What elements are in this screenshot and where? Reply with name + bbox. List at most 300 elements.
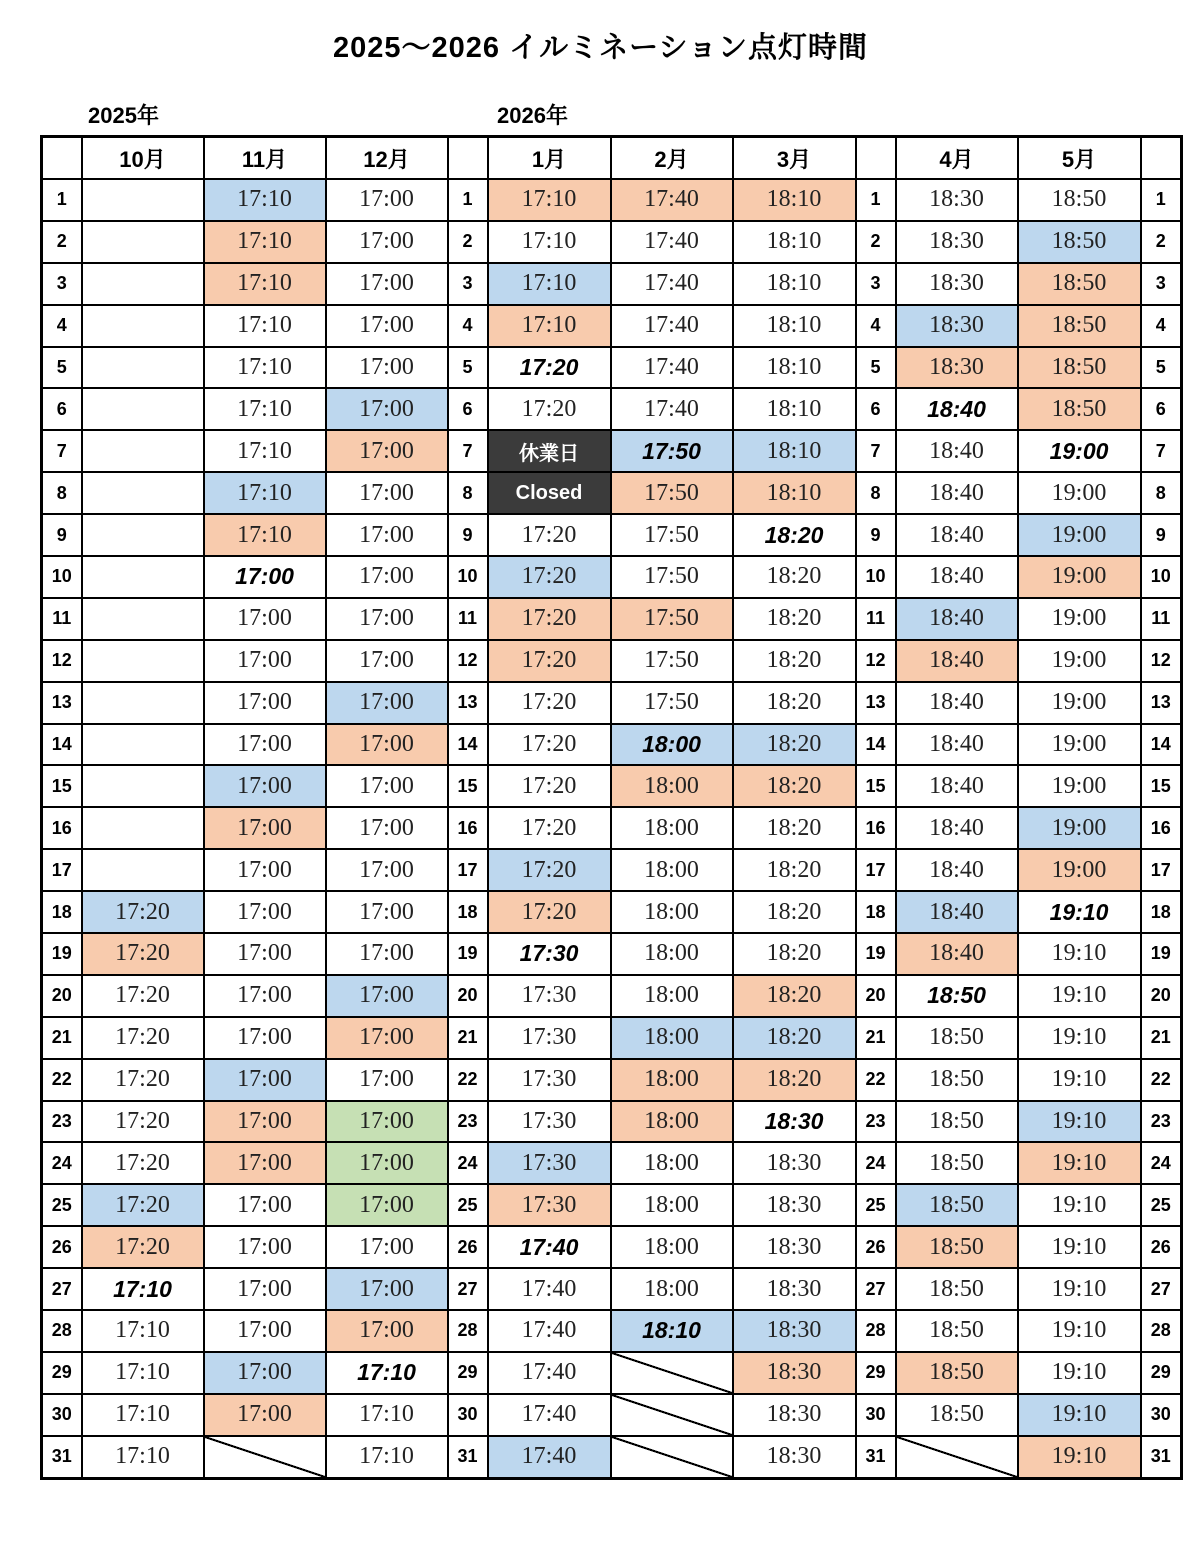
table-row [42, 849, 1182, 891]
day-number-cell: 4 [448, 305, 488, 347]
day-number-cell: 10 [448, 556, 488, 598]
time-cell: 17:20 [488, 640, 611, 682]
time-cell: 18:30 [733, 1310, 856, 1352]
time-cell: 19:00 [1018, 598, 1141, 640]
time-cell [82, 430, 204, 472]
day-number-cell: 28 [1141, 1310, 1182, 1352]
time-cell: 17:00 [204, 891, 326, 933]
no-day-cell [611, 1436, 733, 1478]
day-number-cell: 14 [856, 724, 896, 766]
day-number-cell: 12 [448, 640, 488, 682]
page-title: 2025〜2026 イルミネーション点灯時間 [333, 32, 868, 64]
time-cell: 18:50 [896, 1310, 1018, 1352]
time-cell: 18:20 [733, 891, 856, 933]
time-cell: 18:50 [896, 1142, 1018, 1184]
time-cell: 18:40 [896, 388, 1018, 430]
day-number-cell: 26 [856, 1226, 896, 1268]
time-cell: 18:30 [896, 263, 1018, 305]
time-cell: 17:00 [326, 1017, 448, 1059]
time-cell: 17:20 [488, 891, 611, 933]
day-number-cell: 2 [42, 221, 82, 263]
time-cell: 18:00 [611, 891, 733, 933]
month-header: 11月 [204, 137, 326, 180]
table-row [42, 556, 1182, 598]
time-cell [82, 514, 204, 556]
day-number-cell: 11 [856, 598, 896, 640]
day-number-cell: 27 [1141, 1268, 1182, 1310]
time-cell: 17:00 [326, 1101, 448, 1143]
time-cell: 18:50 [896, 1184, 1018, 1226]
time-cell: 19:10 [1018, 1310, 1141, 1352]
time-cell: 18:10 [733, 179, 856, 221]
day-number-cell: 13 [1141, 682, 1182, 724]
schedule-body [42, 179, 1182, 1478]
time-cell: 17:00 [204, 933, 326, 975]
time-cell: 18:00 [611, 849, 733, 891]
time-cell: 17:40 [488, 1268, 611, 1310]
time-cell: 17:20 [488, 765, 611, 807]
time-cell: 17:30 [488, 1184, 611, 1226]
table-row [42, 347, 1182, 389]
time-cell: 18:20 [733, 724, 856, 766]
table-row [42, 430, 1182, 472]
time-cell: 18:10 [611, 1310, 733, 1352]
time-cell: 18:40 [896, 430, 1018, 472]
time-cell: 18:10 [733, 347, 856, 389]
time-cell: 17:10 [204, 514, 326, 556]
day-number-cell: 29 [1141, 1352, 1182, 1394]
time-cell: 17:10 [82, 1352, 204, 1394]
time-cell [82, 765, 204, 807]
time-cell: 18:30 [733, 1394, 856, 1436]
day-number-cell: 19 [42, 933, 82, 975]
time-cell: 17:00 [326, 347, 448, 389]
time-cell: 18:40 [896, 556, 1018, 598]
time-cell: 17:00 [326, 472, 448, 514]
time-cell: 18:40 [896, 849, 1018, 891]
day-number-cell: 31 [42, 1436, 82, 1478]
time-cell: 18:20 [733, 1017, 856, 1059]
day-number-cell: 20 [448, 975, 488, 1017]
time-cell: 17:40 [488, 1436, 611, 1478]
time-cell: 19:10 [1018, 891, 1141, 933]
day-number-cell: 24 [1141, 1142, 1182, 1184]
time-cell: 17:10 [488, 263, 611, 305]
illumination-schedule-table [40, 135, 1183, 1480]
time-cell: 19:00 [1018, 556, 1141, 598]
time-cell: 18:30 [733, 1184, 856, 1226]
time-cell: 19:00 [1018, 430, 1141, 472]
day-number-cell: 31 [856, 1436, 896, 1478]
time-cell: 19:00 [1018, 640, 1141, 682]
day-number-cell: 27 [448, 1268, 488, 1310]
day-number-cell: 9 [856, 514, 896, 556]
time-cell [82, 179, 204, 221]
time-cell [82, 388, 204, 430]
time-cell: 17:00 [204, 556, 326, 598]
time-cell: 17:00 [204, 975, 326, 1017]
time-cell: 18:30 [896, 347, 1018, 389]
time-cell: 17:50 [611, 682, 733, 724]
time-cell: 19:00 [1018, 849, 1141, 891]
time-cell: 18:50 [896, 1394, 1018, 1436]
time-cell: 18:50 [1018, 221, 1141, 263]
time-cell: 17:40 [488, 1352, 611, 1394]
time-cell: 18:10 [733, 388, 856, 430]
time-cell: 18:40 [896, 807, 1018, 849]
time-cell: 19:10 [1018, 1142, 1141, 1184]
time-cell: 18:50 [1018, 263, 1141, 305]
time-cell: 19:10 [1018, 1226, 1141, 1268]
time-cell: 17:00 [326, 724, 448, 766]
time-cell: 18:50 [896, 1101, 1018, 1143]
time-cell: 18:00 [611, 1017, 733, 1059]
time-cell: 17:00 [326, 221, 448, 263]
day-number-cell: 10 [856, 556, 896, 598]
time-cell: 18:50 [896, 1268, 1018, 1310]
time-cell: 17:10 [488, 305, 611, 347]
day-number-cell: 13 [42, 682, 82, 724]
time-cell: 17:20 [488, 807, 611, 849]
day-number-cell: 30 [448, 1394, 488, 1436]
time-cell: 17:10 [204, 221, 326, 263]
no-day-cell [204, 1436, 326, 1478]
time-cell: 17:00 [204, 1394, 326, 1436]
time-cell [82, 807, 204, 849]
day-number-cell: 20 [1141, 975, 1182, 1017]
time-cell: 17:20 [82, 1101, 204, 1143]
day-number-cell: 14 [448, 724, 488, 766]
time-cell: 17:00 [204, 1101, 326, 1143]
time-cell: 18:50 [896, 975, 1018, 1017]
time-cell: 18:40 [896, 514, 1018, 556]
time-cell: 17:00 [326, 556, 448, 598]
time-cell: 17:30 [488, 1101, 611, 1143]
table-row [42, 1226, 1182, 1268]
time-cell: 17:00 [326, 514, 448, 556]
time-cell: 17:00 [204, 682, 326, 724]
time-cell: 18:50 [896, 1352, 1018, 1394]
day-number-cell: 7 [42, 430, 82, 472]
no-day-cell [611, 1394, 733, 1436]
day-number-cell: 30 [856, 1394, 896, 1436]
time-cell: 17:00 [204, 640, 326, 682]
month-header: 2月 [611, 137, 733, 180]
day-number-cell: 6 [1141, 388, 1182, 430]
time-cell: 17:40 [488, 1394, 611, 1436]
header-row [42, 137, 1182, 180]
day-number-cell: 8 [448, 472, 488, 514]
day-column-header [856, 137, 896, 180]
time-cell: 18:00 [611, 1101, 733, 1143]
day-number-cell: 23 [856, 1101, 896, 1143]
day-number-cell: 25 [448, 1184, 488, 1226]
day-number-cell: 5 [42, 347, 82, 389]
day-number-cell: 17 [42, 849, 82, 891]
table-row [42, 724, 1182, 766]
time-cell: 17:10 [82, 1310, 204, 1352]
time-cell: 17:20 [488, 388, 611, 430]
time-cell: 18:20 [733, 1059, 856, 1101]
time-cell: 17:00 [204, 598, 326, 640]
time-cell: 17:30 [488, 933, 611, 975]
year-label-2026: 2026年 [497, 103, 568, 128]
day-number-cell: 29 [448, 1352, 488, 1394]
time-cell: 17:10 [204, 472, 326, 514]
time-cell: 17:20 [82, 1142, 204, 1184]
day-number-cell: 6 [448, 388, 488, 430]
time-cell: 17:00 [326, 1142, 448, 1184]
table-row [42, 598, 1182, 640]
time-cell: 17:20 [82, 933, 204, 975]
day-number-cell: 14 [1141, 724, 1182, 766]
day-number-cell: 23 [1141, 1101, 1182, 1143]
time-cell: 17:50 [611, 472, 733, 514]
day-number-cell: 27 [42, 1268, 82, 1310]
day-number-cell: 4 [856, 305, 896, 347]
month-header: 3月 [733, 137, 856, 180]
table-row [42, 1268, 1182, 1310]
table-row [42, 305, 1182, 347]
no-day-cell [896, 1436, 1018, 1478]
time-cell: 17:40 [611, 347, 733, 389]
time-cell: 19:00 [1018, 472, 1141, 514]
time-cell: 18:10 [733, 305, 856, 347]
month-header: 10月 [82, 137, 204, 180]
day-number-cell: 5 [448, 347, 488, 389]
time-cell: 17:00 [204, 1352, 326, 1394]
day-number-cell: 6 [856, 388, 896, 430]
time-cell: 17:00 [204, 765, 326, 807]
time-cell: 17:30 [488, 1142, 611, 1184]
time-cell [82, 221, 204, 263]
time-cell: 19:10 [1018, 1394, 1141, 1436]
month-header: 4月 [896, 137, 1018, 180]
time-cell: 17:20 [488, 347, 611, 389]
time-cell: 17:40 [611, 179, 733, 221]
table-row [42, 1436, 1182, 1478]
day-number-cell: 22 [1141, 1059, 1182, 1101]
day-number-cell: 29 [42, 1352, 82, 1394]
time-cell: 17:00 [326, 933, 448, 975]
time-cell: 19:10 [1018, 1436, 1141, 1478]
time-cell: 18:50 [1018, 347, 1141, 389]
time-cell: 18:00 [611, 1268, 733, 1310]
day-number-cell: 24 [42, 1142, 82, 1184]
table-row [42, 263, 1182, 305]
time-cell: 17:20 [82, 1059, 204, 1101]
time-cell: 17:00 [326, 1226, 448, 1268]
time-cell [82, 347, 204, 389]
day-number-cell: 15 [1141, 765, 1182, 807]
time-cell: 18:10 [733, 430, 856, 472]
day-number-cell: 21 [42, 1017, 82, 1059]
table-row [42, 179, 1182, 221]
time-cell: 18:00 [611, 724, 733, 766]
table-row [42, 388, 1182, 430]
table-row [42, 682, 1182, 724]
time-cell: 17:00 [326, 179, 448, 221]
time-cell: 18:00 [611, 765, 733, 807]
time-cell: 19:00 [1018, 514, 1141, 556]
day-number-cell: 16 [42, 807, 82, 849]
day-number-cell: 5 [856, 347, 896, 389]
time-cell: 19:00 [1018, 682, 1141, 724]
day-number-cell: 3 [42, 263, 82, 305]
time-cell: 17:00 [326, 1059, 448, 1101]
time-cell: 17:00 [204, 1310, 326, 1352]
day-number-cell: 15 [856, 765, 896, 807]
time-cell: 17:40 [611, 388, 733, 430]
day-number-cell: 7 [448, 430, 488, 472]
table-row [42, 1017, 1182, 1059]
day-number-cell: 19 [448, 933, 488, 975]
day-number-cell: 18 [448, 891, 488, 933]
time-cell: 17:20 [488, 598, 611, 640]
time-cell: 18:00 [611, 807, 733, 849]
time-cell: 18:40 [896, 765, 1018, 807]
time-cell: 17:00 [326, 1310, 448, 1352]
table-row [42, 221, 1182, 263]
day-number-cell: 28 [42, 1310, 82, 1352]
time-cell: 17:00 [204, 1059, 326, 1101]
day-number-cell: 20 [42, 975, 82, 1017]
day-number-cell: 1 [42, 179, 82, 221]
day-number-cell: 2 [856, 221, 896, 263]
time-cell: 18:50 [896, 1226, 1018, 1268]
day-number-cell: 28 [856, 1310, 896, 1352]
time-cell: 17:20 [488, 724, 611, 766]
day-number-cell: 21 [448, 1017, 488, 1059]
time-cell: 19:10 [1018, 1059, 1141, 1101]
time-cell: 17:10 [82, 1394, 204, 1436]
day-number-cell: 15 [42, 765, 82, 807]
day-number-cell: 20 [856, 975, 896, 1017]
day-number-cell: 12 [1141, 640, 1182, 682]
time-cell: 18:40 [896, 682, 1018, 724]
time-cell: 17:10 [488, 221, 611, 263]
time-cell: 18:40 [896, 472, 1018, 514]
day-number-cell: 5 [1141, 347, 1182, 389]
no-day-cell [611, 1352, 733, 1394]
day-number-cell: 11 [42, 598, 82, 640]
time-cell: 17:20 [488, 556, 611, 598]
day-number-cell: 8 [856, 472, 896, 514]
day-number-cell: 3 [856, 263, 896, 305]
time-cell: 18:30 [733, 1352, 856, 1394]
day-number-cell: 4 [1141, 305, 1182, 347]
time-cell: 19:00 [1018, 724, 1141, 766]
closed-cell: 休業日 [488, 430, 611, 472]
time-cell: 18:10 [733, 472, 856, 514]
day-number-cell: 30 [1141, 1394, 1182, 1436]
day-number-cell: 4 [42, 305, 82, 347]
time-cell: 18:00 [611, 975, 733, 1017]
table-row [42, 807, 1182, 849]
time-cell: 18:50 [896, 1017, 1018, 1059]
time-cell: 18:40 [896, 933, 1018, 975]
time-cell: 17:40 [611, 305, 733, 347]
time-cell: 17:00 [204, 807, 326, 849]
day-number-cell: 26 [448, 1226, 488, 1268]
table-row [42, 472, 1182, 514]
time-cell: 17:40 [611, 263, 733, 305]
time-cell: 17:20 [82, 1226, 204, 1268]
day-number-cell: 18 [42, 891, 82, 933]
day-number-cell: 25 [856, 1184, 896, 1226]
day-number-cell: 8 [1141, 472, 1182, 514]
time-cell [82, 556, 204, 598]
time-cell: 18:50 [1018, 179, 1141, 221]
day-number-cell: 17 [448, 849, 488, 891]
table-row [42, 1059, 1182, 1101]
time-cell: 17:50 [611, 430, 733, 472]
table-row [42, 1142, 1182, 1184]
time-cell: 18:40 [896, 891, 1018, 933]
time-cell: 18:20 [733, 975, 856, 1017]
time-cell: 18:20 [733, 765, 856, 807]
table-row [42, 1352, 1182, 1394]
time-cell: 17:20 [488, 514, 611, 556]
day-column-header [448, 137, 488, 180]
time-cell [82, 640, 204, 682]
time-cell: 17:20 [82, 975, 204, 1017]
time-cell: 17:00 [326, 640, 448, 682]
time-cell: 19:00 [1018, 765, 1141, 807]
time-cell: 19:10 [1018, 1017, 1141, 1059]
time-cell: 17:00 [204, 849, 326, 891]
time-cell [82, 598, 204, 640]
time-cell: 18:20 [733, 598, 856, 640]
time-cell: 17:30 [488, 1059, 611, 1101]
time-cell: 17:00 [326, 1184, 448, 1226]
time-cell: 17:00 [326, 891, 448, 933]
day-number-cell: 2 [1141, 221, 1182, 263]
time-cell: 18:20 [733, 807, 856, 849]
day-number-cell: 24 [448, 1142, 488, 1184]
time-cell: 17:10 [488, 179, 611, 221]
time-cell: 17:10 [326, 1352, 448, 1394]
time-cell: 17:10 [82, 1436, 204, 1478]
day-number-cell: 25 [42, 1184, 82, 1226]
day-number-cell: 16 [856, 807, 896, 849]
time-cell: 18:00 [611, 1059, 733, 1101]
table-row [42, 1184, 1182, 1226]
day-number-cell: 3 [1141, 263, 1182, 305]
time-cell: 18:50 [896, 1059, 1018, 1101]
time-cell: 17:10 [204, 430, 326, 472]
day-number-cell: 26 [42, 1226, 82, 1268]
time-cell: 17:40 [488, 1310, 611, 1352]
time-cell: 17:20 [82, 1017, 204, 1059]
time-cell: 18:20 [733, 514, 856, 556]
day-number-cell: 13 [856, 682, 896, 724]
table-row [42, 514, 1182, 556]
day-column-header [1141, 137, 1182, 180]
time-cell: 18:40 [896, 724, 1018, 766]
time-cell: 18:20 [733, 682, 856, 724]
day-number-cell: 31 [1141, 1436, 1182, 1478]
time-cell: 18:30 [733, 1101, 856, 1143]
day-number-cell: 12 [856, 640, 896, 682]
closed-cell: Closed [488, 472, 611, 514]
time-cell: 17:00 [326, 1268, 448, 1310]
day-number-cell: 31 [448, 1436, 488, 1478]
day-number-cell: 18 [856, 891, 896, 933]
day-number-cell: 27 [856, 1268, 896, 1310]
table-row [42, 640, 1182, 682]
time-cell: 17:00 [204, 1142, 326, 1184]
